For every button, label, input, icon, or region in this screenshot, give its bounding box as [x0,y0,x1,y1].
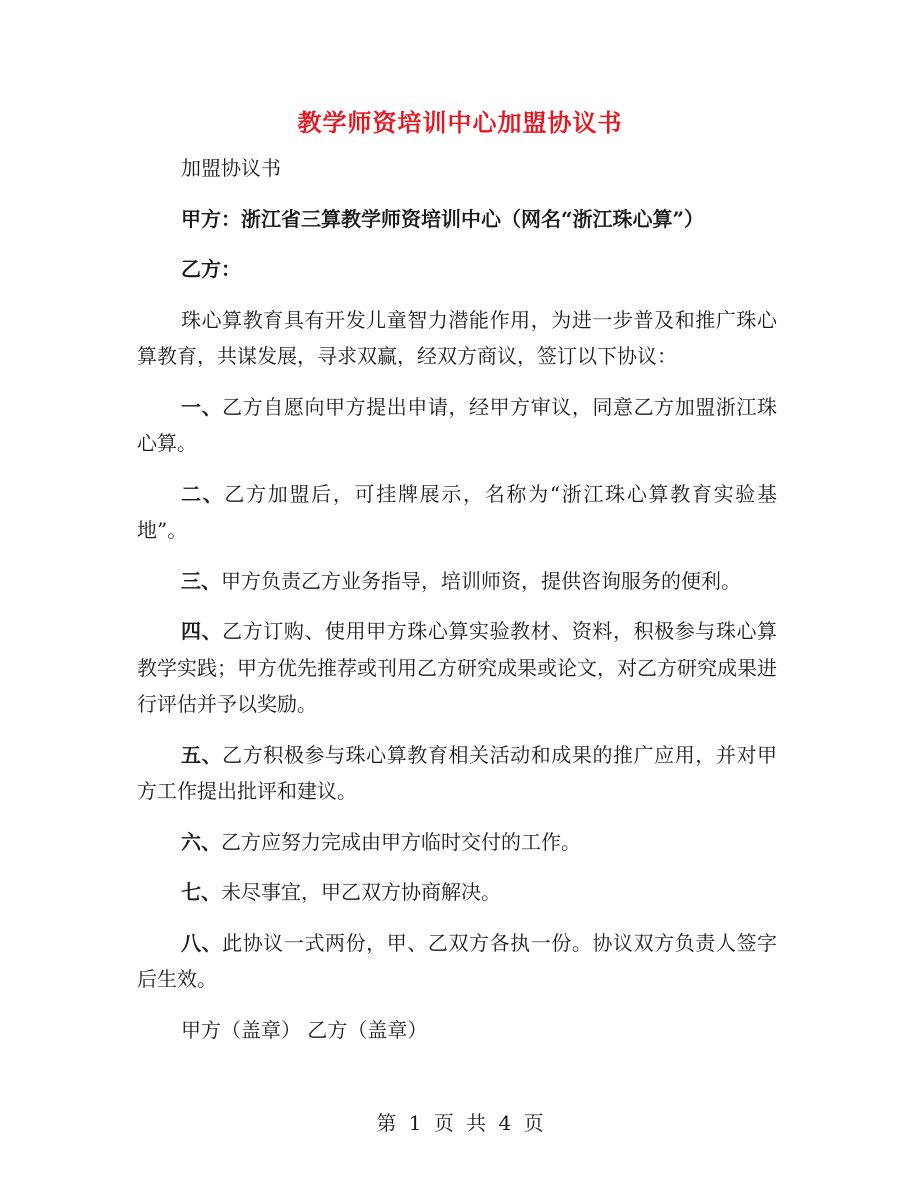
clause-1-text: 乙方自愿向甲方提出申请，经甲方审议，同意乙方加盟浙江珠心算。 [137,394,778,455]
clause-5-lead: 五、 [181,742,223,767]
clause-5-text: 乙方积极参与珠心算教育相关活动和成果的推广应用，并对甲方工作提出批评和建议。 [137,742,778,803]
document-title: 教学师资培训中心加盟协议书 [297,108,623,137]
clause-5 [137,737,777,810]
clause-3-lead: 三、 [181,568,221,593]
intro-paragraph: 珠心算教育具有开发儿童智力潜能作用，为进一步普及和推广珠心算教育，共谋发展，寻求双赢，经双方商议，签订以下协议： [137,307,777,368]
clause-8 [137,925,777,998]
page-number: 第 1 页 共 4 页 [376,1111,544,1135]
clause-6 [137,824,777,861]
party-a: 甲方：浙江省三算教学师资培训中心（网名“浙江珠心算”） [181,206,705,231]
clause-2-text: 乙方加盟后，可挂牌展示，名称为“浙江珠心算教育实验基地”。 [137,481,777,542]
clause-2 [137,476,777,549]
clause-4-lead: 四、 [181,619,223,643]
clause-7-lead: 七、 [181,880,221,904]
clause-8-text: 此协议一式两份，甲、乙双方各执一份。协议双方负责人签字后生效。 [137,930,778,991]
clause-3-text: 甲方负责乙方业务指导，培训师资，提供咨询服务的便利。 [221,568,741,593]
clause-6-lead: 六、 [181,829,221,854]
clause-1-lead: 一、 [181,394,223,419]
clause-4 [137,613,777,723]
clause-7 [137,874,777,911]
clause-8-lead: 八、 [181,930,223,955]
clause-2-lead: 二、 [181,481,225,506]
party-b: 乙方： [181,257,241,281]
clause-7-text: 未尽事宜，甲乙双方协商解决。 [221,880,501,904]
clause-1 [137,389,777,462]
clause-3 [137,563,777,600]
clause-4-text: 乙方订购、使用甲方珠心算实验教材、资料，积极参与珠心算教学实践；甲方优先推荐或刊用乙方研究成果或论文，对乙方研究成果进行评估并予以奖励。 [137,619,778,716]
clause-6-text: 乙方应努力完成由甲方临时交付的工作。 [221,829,581,854]
signature-line: 甲方（盖章） 乙方（盖章） [181,1017,428,1042]
subtitle: 加盟协议书 [181,156,281,180]
document-body [137,150,777,1062]
